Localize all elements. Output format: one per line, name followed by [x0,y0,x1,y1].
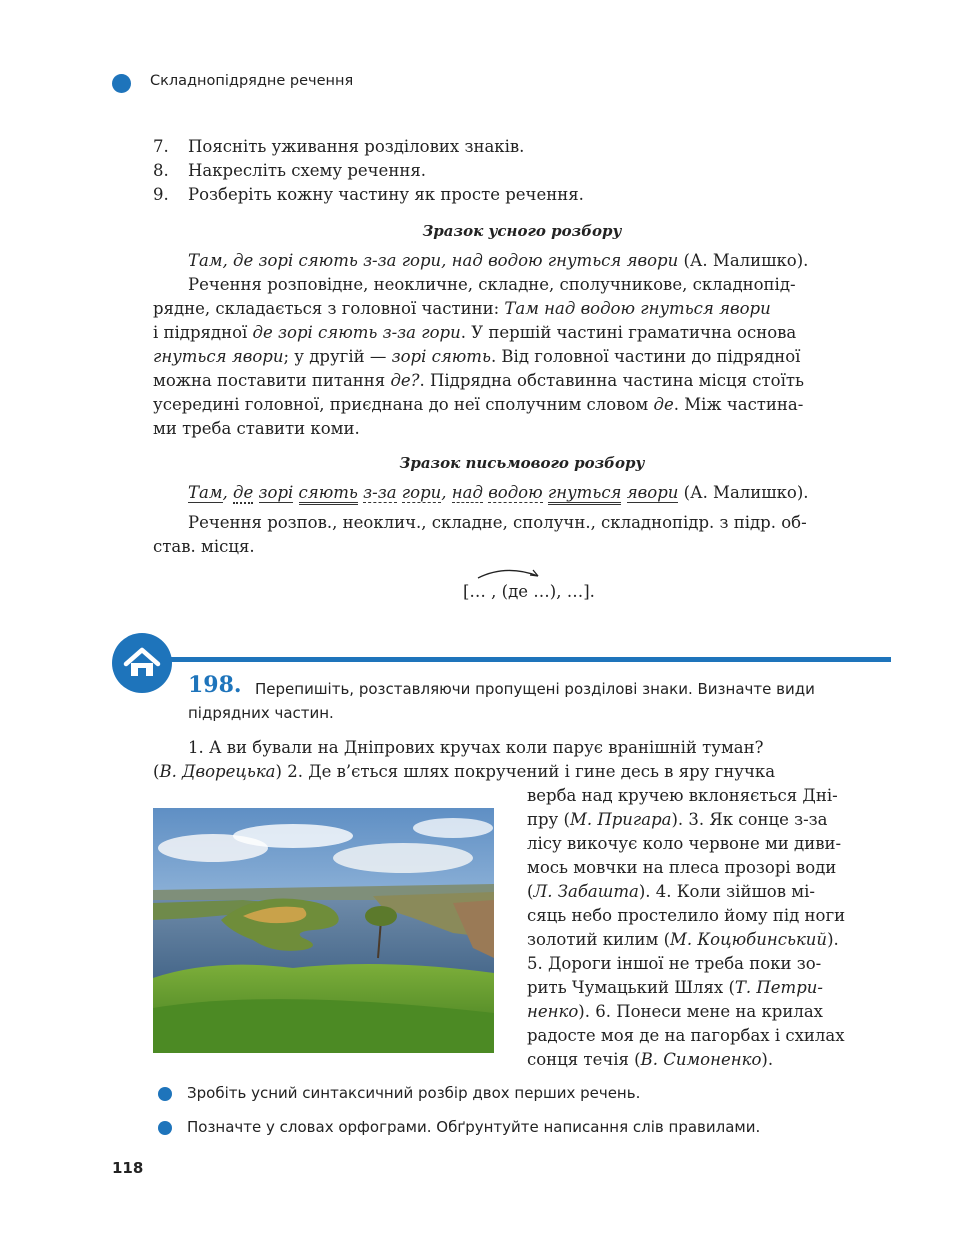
word-over: над [451,483,483,502]
task-right-10: ненко). 6. Понеси мене на крилах [527,1002,823,1021]
oral-line-2: рядне, складається з головної частини: Там над водою гнуться явори [153,299,771,318]
task-right-12: сонця течія (В. Симоненко). [527,1050,774,1069]
task-9-number: 9. [153,185,169,204]
task-8-text: Накресліть схему речення. [188,161,426,180]
word-bend: гнуться [548,483,622,505]
section-title: Складнопідрядне речення [150,73,354,89]
task-198-instruction-2: підрядних частин. [188,704,334,722]
task-divider [170,657,891,662]
task-198-text-right [527,784,891,1072]
header-bullet-icon [112,74,131,93]
bullet-icon [158,1087,172,1101]
oral-line-6: усередині головної, приєднана до неї сполучним словом де. Між частина- [153,395,804,414]
task-198-instruction-1: Перепишіть, розставляючи пропущені розділові знаки. Визначте види [255,680,815,698]
task-right-2: пру (М. Пригара). 3. Як сонце з-за [527,810,828,829]
landscape-photo [153,808,494,1053]
oral-line-3: і підрядної де зорі сяють з-за гори. У першій частині граматична основа [153,323,797,342]
task-line-2: (В. Дворецька) 2. Де в’ється шлях покручений і гине десь в яру гнучка [153,762,776,781]
word-water: водою [488,483,543,502]
task-9-text: Розберіть кожну частину як просте речення. [188,185,584,204]
task-right-5: (Л. Забашта). 4. Коли зійшов мі- [527,882,815,901]
task-198-text-top [153,736,891,784]
word-subject-there: Там [188,483,223,502]
task-7-number: 7. [153,137,169,156]
written-example-author: (А. Малишко). [678,483,809,502]
bullet-task-1: Зробіть усний синтаксичний розбір двох перших речень. [187,1084,641,1102]
task-right-8: 5. Дороги іншої не треба поки зо- [527,954,822,973]
word-from-behind: з-за [363,483,397,502]
written-example: Там, де зорі сяють з-за гори, над водою гнуться явори (А. Малишко). [188,481,891,505]
homework-badge [112,633,172,693]
word-where: де [233,483,254,502]
bullet-icon [158,1121,172,1135]
word-mountain: гори [401,483,442,502]
oral-example: Там, де зорі сяють з-за гори, над водою гнуться явори [188,251,679,270]
task-right-1: верба над кручею вклоняється Дні- [527,786,838,805]
page-number: 118 [112,1159,144,1177]
task-8-number: 8. [153,161,169,180]
task-line-1: 1. А ви бували на Дніпрових кручах коли парує вранішній туман? [188,738,764,757]
oral-example-author: (А. Малишко). [678,251,809,270]
scheme-arrow-icon [472,562,552,584]
task-right-3: лісу викочує коло червоне ми диви- [527,834,842,853]
task-right-6: сяць небо простелило йому під ноги [527,906,846,925]
word-sycamores: явори [626,483,679,502]
task-7-text: Поясніть уживання розділових знаків. [188,137,525,156]
oral-line-5: можна поставити питання де?. Підрядна обставинна частина місця стоїть [153,371,804,390]
oral-line-7: ми треба ставити коми. [153,419,360,438]
task-right-11: радосте моя де на пагорбах і схилах [527,1026,845,1045]
written-line-1: Речення розпов., неоклич., складне, сполучн., складнопідр. з підр. об- [188,513,807,532]
oral-analysis-body [153,249,891,441]
written-analysis-heading: Зразок письмового розбору [399,454,645,472]
written-analysis-body [153,511,891,559]
task-right-7: золотий килим (М. Коцюбинський). [527,930,839,949]
word-stars: зорі [258,483,294,502]
sentence-scheme: [… , (де …), …]. [463,582,595,601]
task-198-number: 198. [188,672,242,698]
task-right-9: рить Чумацький Шлях (Т. Петри- [527,978,823,997]
oral-analysis-heading: Зразок усного розбору [422,222,622,240]
task-right-4: мось мовчки на плеса прозорі води [527,858,837,877]
oral-line-4: гнуться явори; у другій — зорі сяють. Від головної частини до підрядної [153,347,801,366]
oral-line-1: Речення розповідне, неокличне, складне, сполучникове, складнопід- [188,275,796,294]
bullet-task-2: Позначте у словах орфограми. Обґрунтуйте написання слів правилами. [187,1118,761,1136]
word-shine: сяють [299,483,358,505]
written-line-2: став. місця. [153,537,255,556]
house-icon [112,633,172,693]
